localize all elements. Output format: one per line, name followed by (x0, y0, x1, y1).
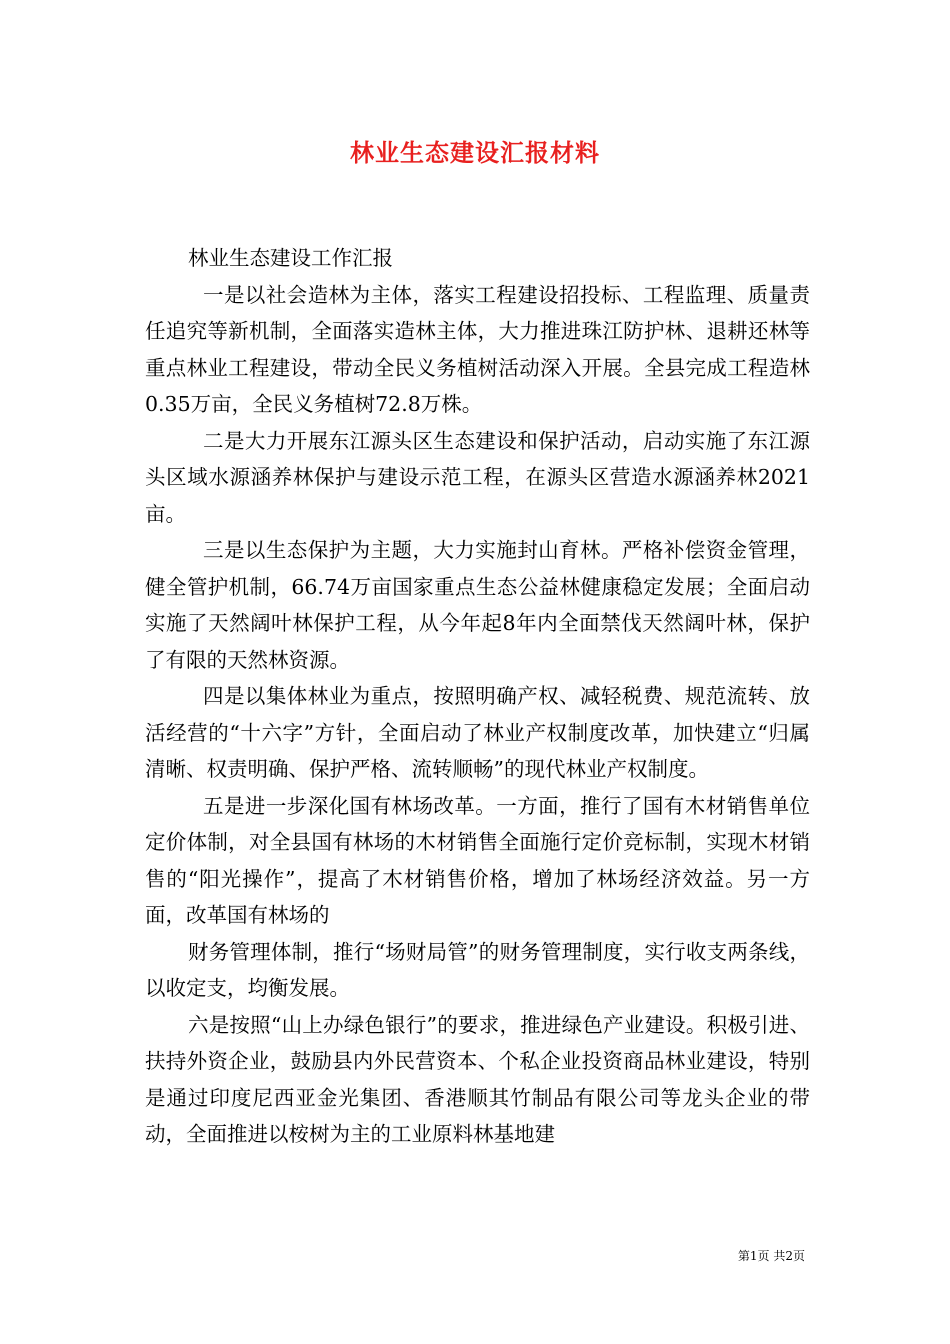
paragraph-5: 五是进一步深化国有林场改革。一方面，推行了国有木材销售单位定价体制，对全县国有林场的木材销售全面施行定价竞标制，实现木材销售的“阳光操作”，提高了木材销售价格，增加了林场经济效益。另一方面，改革国有林场的 (145, 793, 810, 927)
paragraph-6: 六是按照“山上办绿色银行”的要求，推进绿色产业建设。积极引进、扶持外资企业，鼓励县内外民营资本、个私企业投资商品林业建设，特别是通过印度尼西亚金光集团、香港顺其竹制品有限公司等龙头企业的带动，全面推进以桉树为主的工业原料林基地建 (145, 1012, 810, 1146)
document-subtitle: 林业生态建设工作汇报 (188, 246, 393, 270)
document-title: 林业生态建设汇报材料 (350, 138, 600, 167)
paragraph-1: 一是以社会造林为主体，落实工程建设招投标、工程监理、质量责任追究等新机制，全面落实造林主体，大力推进珠江防护林、退耕还林等重点林业工程建设，带动全民义务植树活动深入开展。全县完成工程造林0.35万亩，全民义务植树72.8万株。 (145, 282, 810, 416)
paragraph-2: 二是大力开展东江源头区生态建设和保护活动，启动实施了东江源头区域水源涵养林保护与建设示范工程，在源头区营造水源涵养林2021亩。 (145, 428, 810, 526)
document-body (145, 240, 810, 1153)
paragraph-3: 三是以生态保护为主题，大力实施封山育林。严格补偿资金管理，健全管护机制，66.74万亩国家重点生态公益林健康稳定发展；全面启动实施了天然阔叶林保护工程，从今年起8年内全面禁伐天然阔叶林，保护了有限的天然林资源。 (145, 538, 810, 672)
page-number-footer: 第1页 共2页 (737, 1249, 805, 1263)
paragraph-5-continued: 财务管理体制，推行“场财局管”的财务管理制度，实行收支两条线，以收定支，均衡发展。 (145, 939, 810, 1000)
paragraph-4: 四是以集体林业为重点，按照明确产权、减轻税费、规范流转、放活经营的“十六字”方针，全面启动了林业产权制度改革，加快建立“归属清晰、权责明确、保护严格、流转顺畅”的现代林业产权制度。 (145, 684, 810, 781)
